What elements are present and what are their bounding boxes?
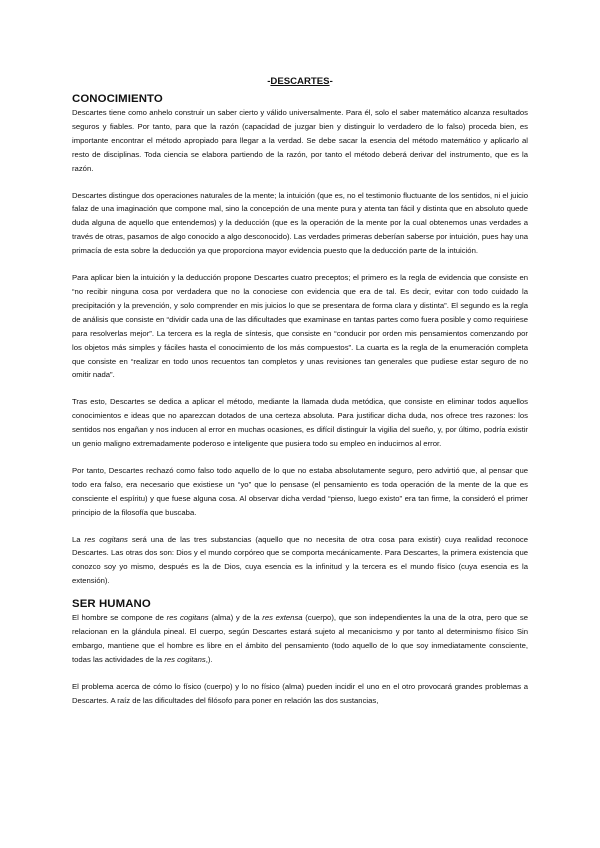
text-run: será una de las tres substancias (aquello que no necesita de otra cosa para existir) cuya realidad reconoce Descartes. Las otras dos son: Dios y el mundo corpóreo que se comporta mecánicamente. Para Descartes, la primera existencia que conozco soy yo mismo, después es la de Dios, cuya esencia es la infinitud y la tercera es el mundo físico (cuya esencia es la extensión).: [72, 534, 528, 586]
paragraph: [72, 533, 528, 589]
paragraph: Tras esto, Descartes se dedica a aplicar el método, mediante la llamada duda metódica, que consiste en eliminar todos aquellos conocimientos e ideas que no aparezcan dotados de una certeza absoluta. Para justificar dicha duda, nos ofrece tres razones: los sentidos nos engañan y nos inducen al error en muchas ocasiones, es difícil distinguir la vigilia del sueño, y, por último, podría existir un genio maligno extremadamente poderoso e inteligente que pusiera todo su empleo en inducirnos al error.: [72, 397, 528, 449]
paragraph: Descartes distingue dos operaciones naturales de la mente; la intuición (que es, no el testimonio fluctuante de los sentidos, ni el juicio falaz de una imaginación que compone mal, sino la concepción de una mente pura y atenta tan fácil y distinta que en absoluto quede duda alguna de aquello que entendemos) y la deducción (que es la operación de la mente por la cual obtenemos unas verdades a través de otras, pasamos de algo conocido a algo desconocido). Las verdades primeras deberían saberse por intuición, pues hay una primacía de esta sobre la deducción ya que proporciona mayor evidencia puesto que la deducción parte de la intuición.: [72, 190, 528, 256]
document-body: [72, 76, 528, 708]
title-prefix: -: [267, 76, 271, 87]
section-heading-ser-humano: SER HUMANO: [72, 598, 151, 611]
text-run: La: [72, 534, 85, 544]
text-run: (cuerpo), que son independientes la una de la otra, pero que se relacionan en la glándula pineal. El cuerpo, según Descartes estará sujeto al mecanicismo y por tanto al determinismo físico Sin embargo, mantiene que el hombre es libre en el ámbito del pensamiento (todo aquello de lo que soy inmediatamente consciente, todas las actividades de la: [72, 613, 529, 664]
paragraph: Por tanto, Descartes rechazó como falso todo aquello de lo que no estaba absolutamente seguro, pero advirtió que, al pensar que todo era falso, era necesario que existiese un “yo” que lo pensase (el pensamiento es toda operación de la mente de la que es consciente el espíritu) y que fuese alguna cosa. Al observar dicha verdad “pienso, luego existo” era tan firme, la consideró el primer principio de la filosofía que buscaba.: [72, 465, 528, 517]
title-text: DESCARTES: [270, 76, 330, 87]
document-title: [72, 76, 528, 87]
section-heading-conocimiento: CONOCIMIENTO: [72, 93, 163, 105]
paragraph: El problema acerca de cómo lo físico (cuerpo) y lo no físico (alma) pueden incidir el uno en el otro provocará grandes problemas a Descartes. A raíz de las dificultades del filósofo para poner en relación las dos sustancias,: [72, 681, 528, 705]
paragraph: [72, 611, 528, 667]
italic-term: res extensa: [262, 613, 303, 623]
italic-term: res cogitans: [166, 613, 209, 623]
text-run: ,).: [205, 654, 213, 664]
italic-term: res cogitans: [164, 654, 206, 664]
paragraph: Descartes tiene como anhelo construir un saber cierto y válido universalmente. Para él, solo el saber matemático alcanza resultados seguros y fiables. Por tanto, para que la razón (capacidad de juzgar bien y distinguir lo verdadero de lo falso) proceda bien, es importante encontrar el método apropiado para llegar a la verdad. Se debe sacar la esencia del método matemático y aplicarlo al resto de disciplinas. Toda ciencia se elabora partiendo de la razón, por tanto el método deberá derivar del instrumento, que es la razón.: [72, 108, 528, 173]
text-run: (alma) y de la: [208, 613, 263, 623]
title-suffix: -: [329, 76, 333, 87]
text-run: El hombre se compone de: [72, 613, 167, 623]
italic-term: res cogitans: [84, 534, 128, 544]
paragraph: Para aplicar bien la intuición y la deducción propone Descartes cuatro preceptos; el primero es la regla de evidencia que consiste en “no recibir ninguna cosa por verdadera que no la conociese con evidencia que era de tal. Es decir, evitar con todo cuidado la precipitación y la prevención, y solo comprender en mis juicios lo que se presentara de forma clara y distinta”. El segundo es la regla de análisis que consiste en “dividir cada una de las dificultades que examinase en tantas partes como fuera posible y como requiriese para resolverlas mejor”. La tercera es la regla de síntesis, que consiste en “conducir por orden mis pensamientos comenzando por los objetos más simples y fáciles hasta el conocimiento de los más compuestos”. La cuarta es la regla de la enumeración completa que consiste en “realizar en todo unos recuentos tan completos y unas revisiones tan generales que pudiese estar seguro de no omitir nada”.: [72, 273, 528, 380]
